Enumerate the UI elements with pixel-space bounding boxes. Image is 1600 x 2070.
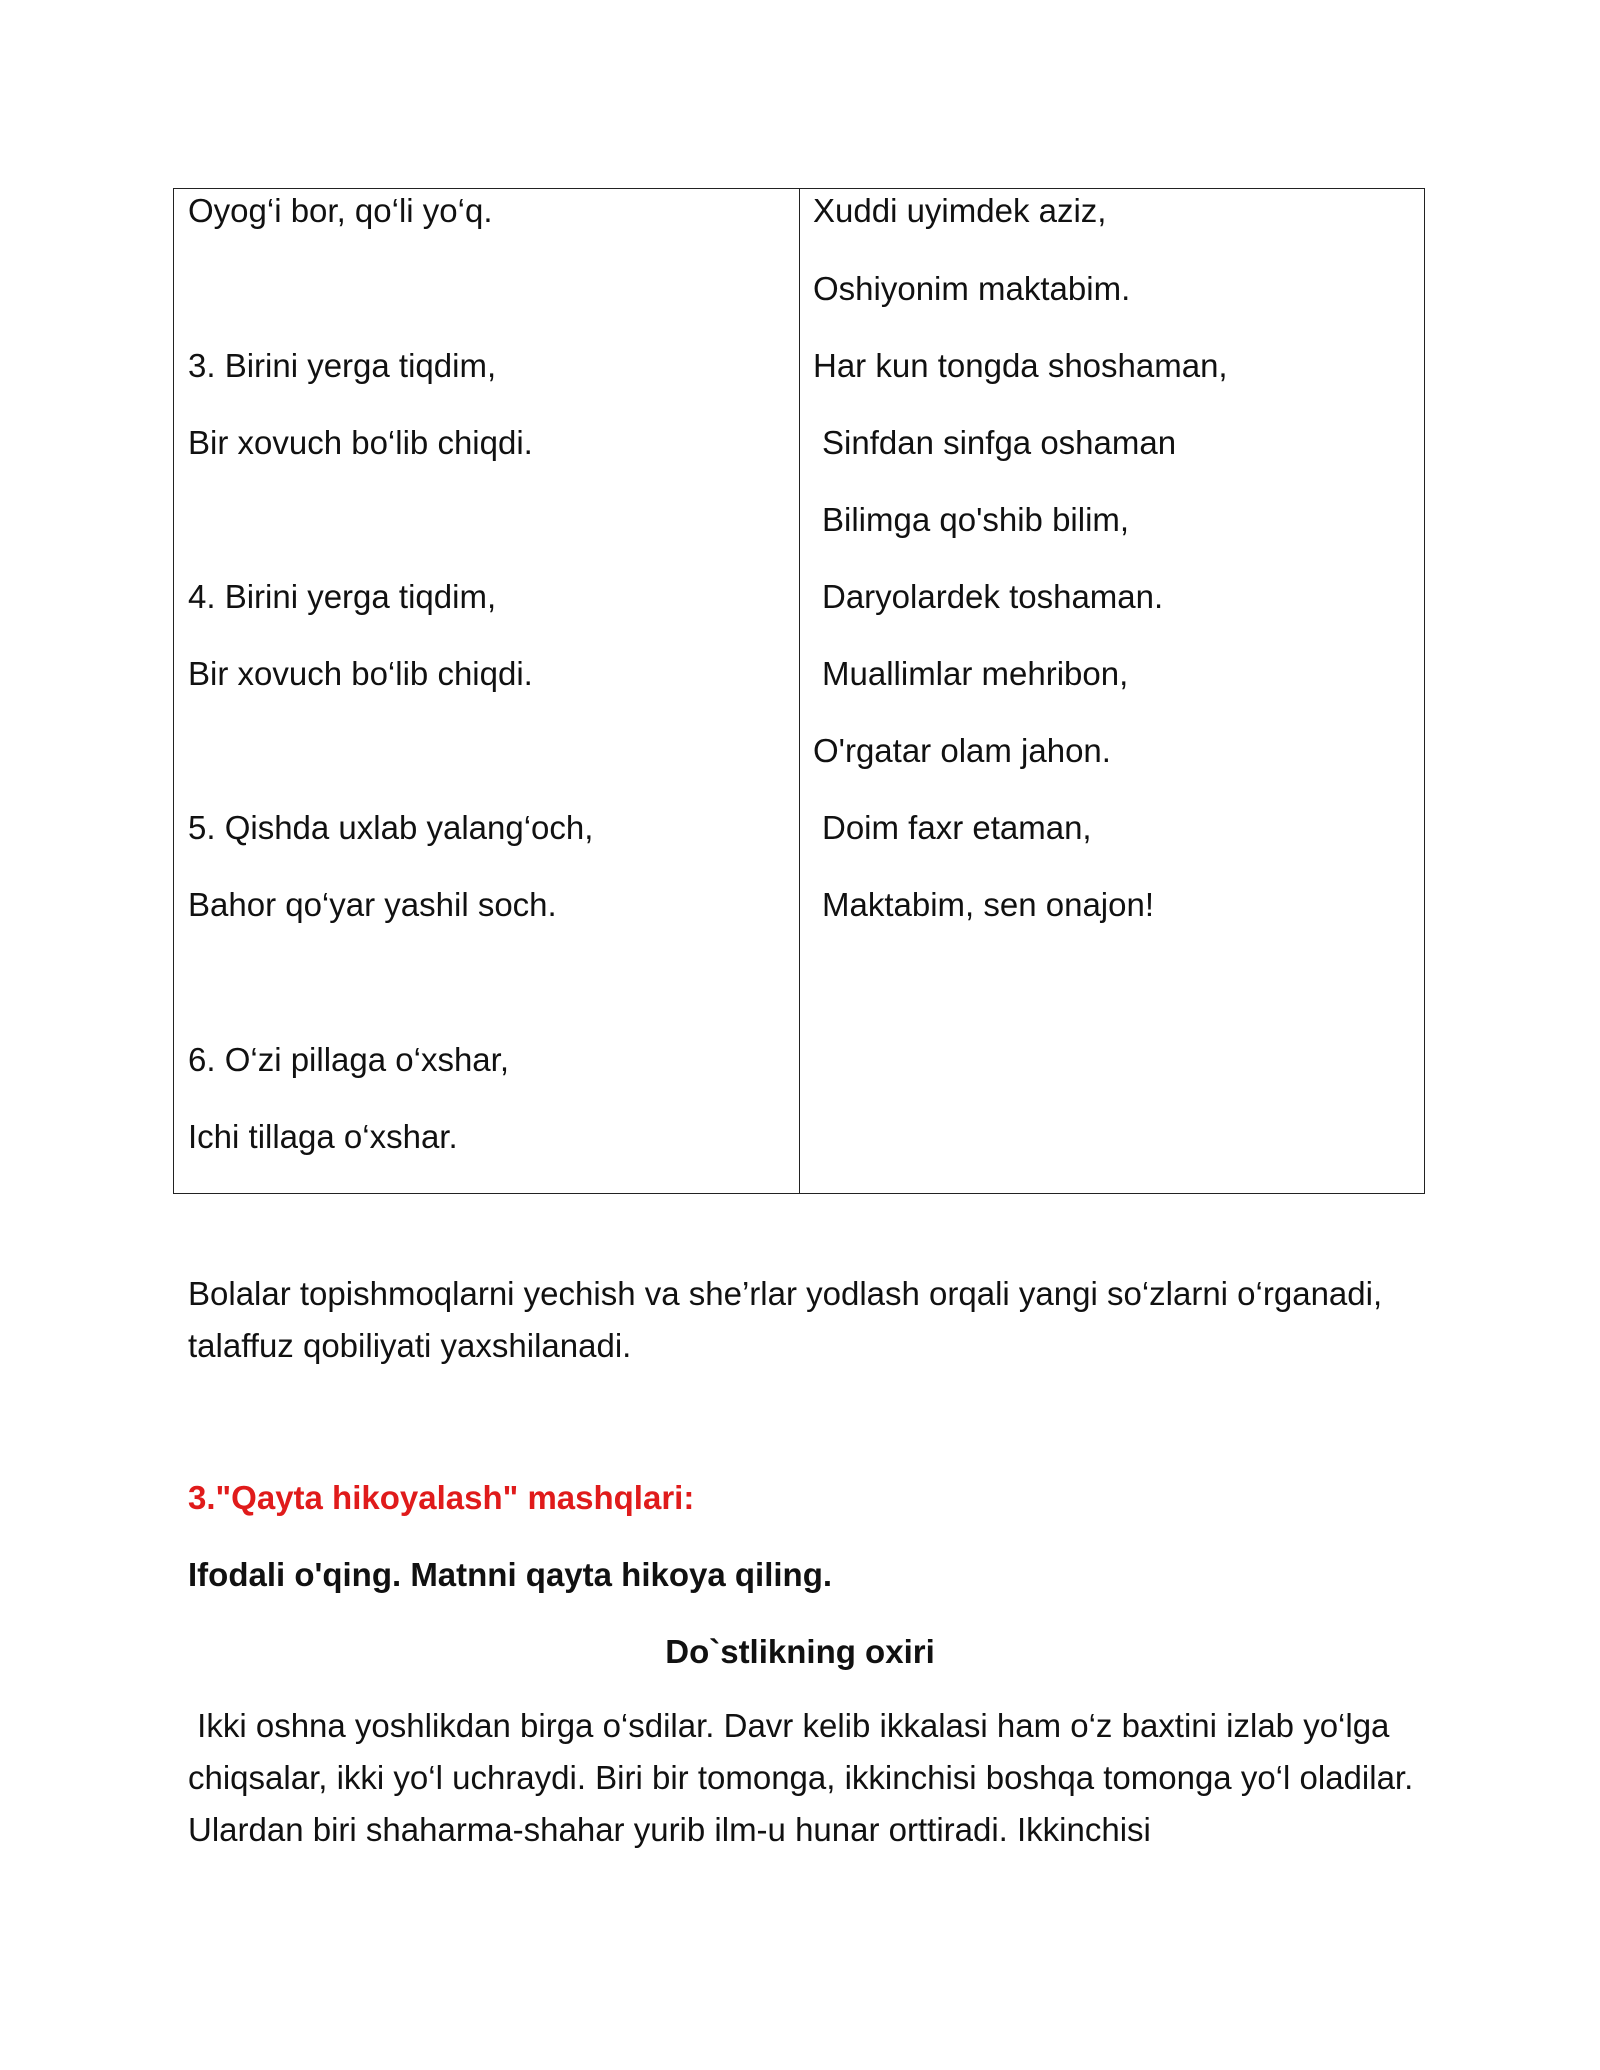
poem-line: Maktabim, sen onajon! [822, 886, 1155, 923]
table-right-column [800, 189, 1424, 1193]
riddle-line: Ichi tillaga o‘xshar. [188, 1118, 458, 1155]
story-title: Do`stlikning oxiri [665, 1633, 935, 1670]
riddle-line: 6. O‘zi pillaga o‘xshar, [188, 1041, 509, 1078]
poem-table [173, 188, 1425, 1194]
poem-line: Xuddi uyimdek aziz, [813, 192, 1107, 229]
riddle-line: Bahor qo‘yar yashil soch. [188, 886, 557, 923]
poem-line: Daryolardek toshaman. [822, 578, 1164, 615]
riddle-line: 3. Birini yerga tiqdim, [188, 347, 497, 384]
riddle-line: Oyog‘i bor, qo‘li yo‘q. [188, 192, 493, 229]
poem-line: Doim faxr etaman, [822, 809, 1092, 846]
riddle-line: 4. Birini yerga tiqdim, [188, 578, 497, 615]
table-left-column [174, 189, 800, 1193]
poem-line: Sinfdan sinfga oshaman [822, 424, 1177, 461]
riddle-line: Bir xovuch bo‘lib chiqdi. [188, 424, 533, 461]
riddle-line: Bir xovuch bo‘lib chiqdi. [188, 655, 533, 692]
summary-paragraph: Bolalar topishmoqlarni yechish va she’rlar yodlash orqali yangi so‘zlarni o‘rganadi, talaffuz qobiliyati yaxshilanadi. [188, 1275, 1383, 1364]
instruction-text: Ifodali o'qing. Matnni qayta hikoya qiling. [188, 1556, 833, 1593]
poem-line: O'rgatar olam jahon. [813, 732, 1111, 769]
section-heading: 3."Qayta hikoyalash" mashqlari: [188, 1479, 695, 1516]
poem-line: Oshiyonim maktabim. [813, 270, 1131, 307]
poem-line: Bilimga qo'shib bilim, [822, 501, 1130, 538]
riddle-line: 5. Qishda uxlab yalang‘och, [188, 809, 594, 846]
poem-line: Muallimlar mehribon, [822, 655, 1129, 692]
story-paragraph: Ikki oshna yoshlikdan birga o‘sdilar. Davr kelib ikkalasi ham o‘z baxtini izlab yo‘lga chiqsalar, ikki yo‘l uchraydi. Biri bir tomonga, ikkinchisi boshqa tomonga yo‘l oladilar. Ulardan biri shaharma-shahar yurib ilm-u hunar orttiradi. Ikkinchisi [188, 1707, 1423, 1848]
poem-line: Har kun tongda shoshaman, [813, 347, 1228, 384]
